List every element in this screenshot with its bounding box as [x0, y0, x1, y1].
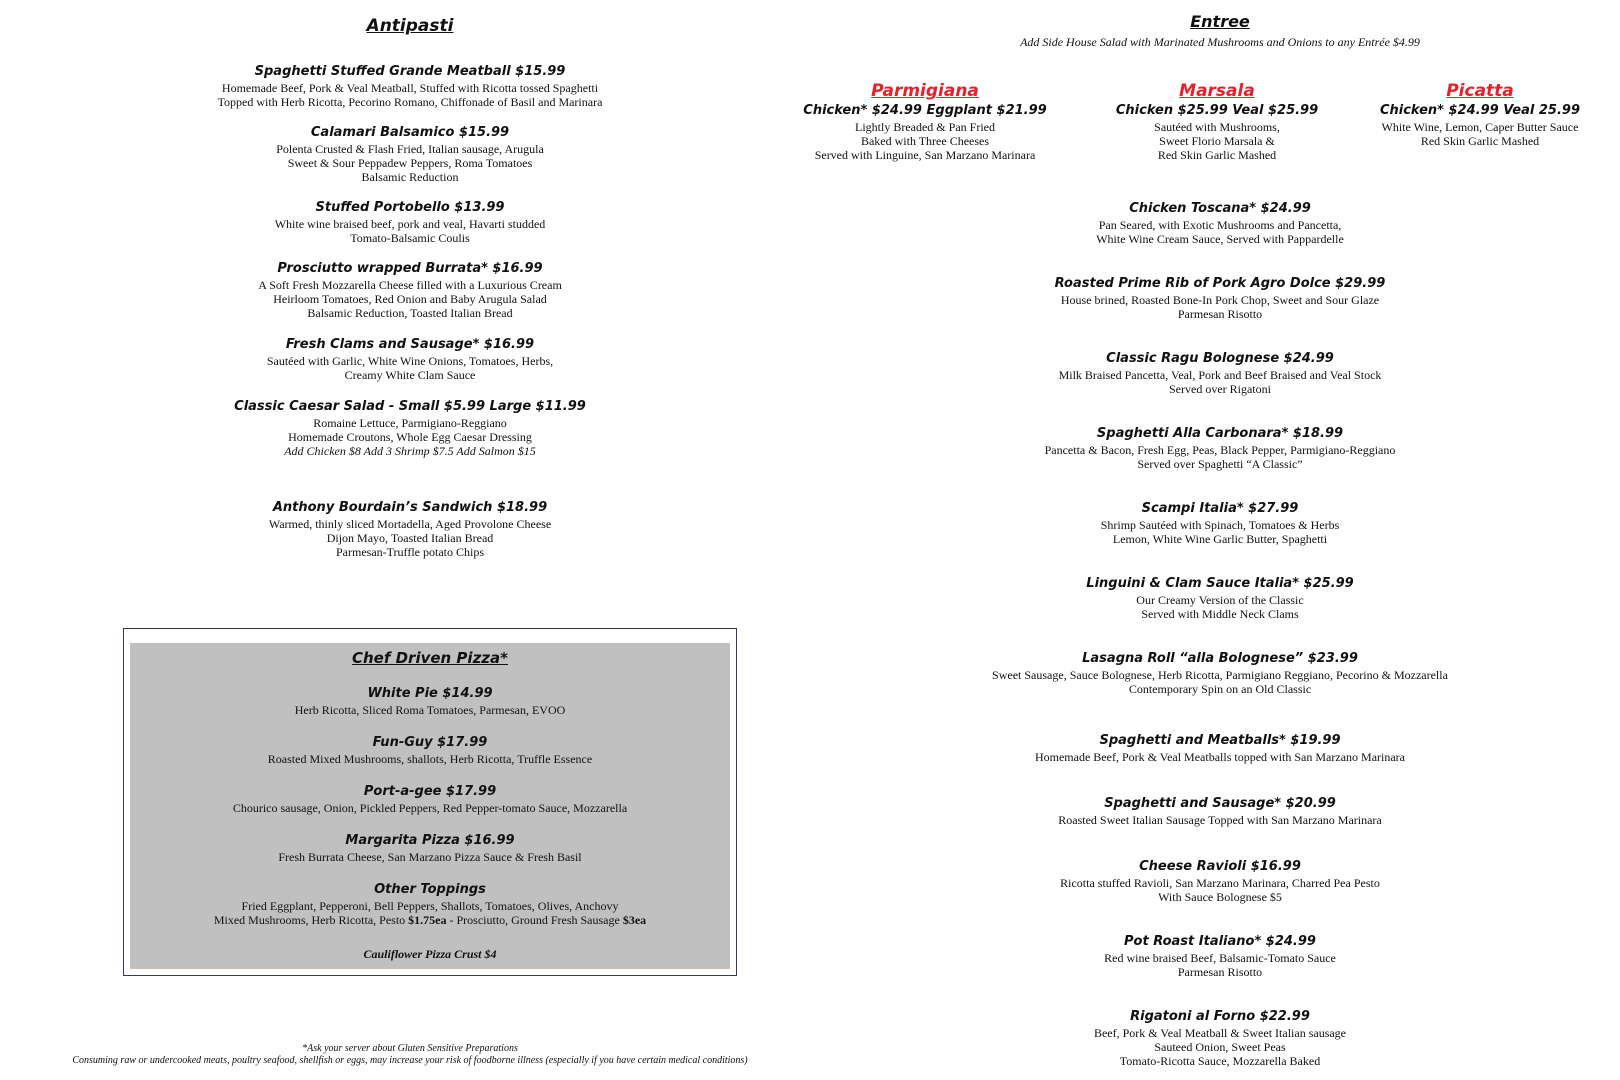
item-desc: House brined, Roasted Bone-In Pork Chop, Sweet and Sour Glaze [1060, 293, 1380, 307]
item-name: Linguini & Clam Sauce Italia* $25.99 [1086, 576, 1354, 591]
menu-item [820, 795, 1620, 827]
style-desc: White Wine, Lemon, Caper Butter Sauce [1381, 120, 1579, 134]
menu-item [820, 933, 1620, 979]
menu-item [820, 350, 1620, 396]
item-desc: Dijon Mayo, Toasted Italian Bread [326, 531, 494, 545]
item-desc: Pan Seared, with Exotic Mushrooms and Pancetta, [1098, 218, 1342, 232]
toppings-text: - Prosciutto, Ground Fresh Sausage [446, 913, 623, 927]
toppings-block [130, 881, 730, 927]
item-name: Calamari Balsamico $15.99 [310, 125, 510, 140]
crust-text: Cauliflower Pizza Crust $4 [363, 947, 497, 961]
item-desc: Ricotta stuffed Ravioli, San Marzano Marinara, Charred Pea Pesto [1060, 876, 1380, 890]
menu-item [820, 650, 1620, 696]
item-desc: White Wine Cream Sauce, Served with Pappardelle [1096, 232, 1344, 246]
crust-note [130, 947, 730, 961]
antipasti-title: Antipasti [366, 16, 454, 36]
style-marsala [1092, 80, 1342, 162]
item-desc: Shrimp Sautéed with Spinach, Tomatoes & Herbs [1100, 518, 1340, 532]
style-desc: Red Skin Garlic Mashed [1420, 134, 1540, 148]
menu-item [130, 734, 730, 766]
menu-item [820, 425, 1620, 471]
item-desc: White wine braised beef, pork and veal, Havarti studded [274, 217, 546, 231]
menu-item [820, 200, 1620, 246]
style-head: Picatta [1446, 81, 1514, 101]
item-desc: Tomato-Ricotta Sauce, Mozzarella Baked [1119, 1054, 1321, 1068]
item-desc: Herb Ricotta, Sliced Roma Tomatoes, Parmesan, EVOO [294, 703, 566, 717]
menu-item [820, 1008, 1620, 1068]
item-desc: Pancetta & Bacon, Fresh Egg, Peas, Black Pepper, Parmigiano-Reggiano [1044, 443, 1396, 457]
item-desc: Heirloom Tomatoes, Red Onion and Baby Arugula Salad [273, 292, 547, 306]
menu-item [820, 858, 1620, 904]
item-name: White Pie $14.99 [367, 686, 493, 701]
item-desc: Sauteed Onion, Sweet Peas [1154, 1040, 1286, 1054]
item-name: Spaghetti and Meatballs* $19.99 [1099, 733, 1341, 748]
item-name: Lasagna Roll “alla Bolognese” $23.99 [1082, 651, 1358, 666]
style-desc: Baked with Three Cheeses [860, 134, 990, 148]
item-desc: Homemade Croutons, Whole Egg Caesar Dressing [288, 430, 532, 444]
item-desc: Polenta Crusted & Flash Fried, Italian sausage, Arugula [276, 142, 544, 156]
item-name: Fun-Guy $17.99 [372, 735, 488, 750]
menu-item [0, 398, 820, 458]
style-price: Chicken* $24.99 Veal 25.99 [1379, 103, 1581, 118]
menu-item [0, 499, 820, 559]
item-desc: Parmesan-Truffle potato Chips [336, 545, 484, 559]
toppings-price: $1.75ea [408, 913, 447, 927]
item-desc: Sweet Sausage, Sauce Bolognese, Herb Ricotta, Parmigiano Reggiano, Pecorino & Mozzarella [992, 668, 1448, 682]
antipasti-heading-wrap [0, 16, 820, 36]
style-desc: Sautéed with Mushrooms, [1154, 120, 1280, 134]
toppings-title: Other Toppings [374, 882, 486, 897]
pizza-panel [130, 643, 730, 969]
menu-item [0, 124, 820, 184]
menu-item [130, 832, 730, 864]
item-name: Roasted Prime Rib of Pork Agro Dolce $29.99 [1054, 276, 1386, 291]
item-name: Port-a-gee $17.99 [363, 784, 497, 799]
footnote-line: Consuming raw or undercooked meats, poultry seafood, shellfish or eggs, may increase your risk of foodborne illness (especially if you have certain medical conditions) [72, 1055, 748, 1066]
menu-item [820, 575, 1620, 621]
item-desc: A Soft Fresh Mozzarella Cheese filled with a Luxurious Cream [258, 278, 562, 292]
pizza-title: Chef Driven Pizza* [351, 649, 508, 667]
item-desc: Contemporary Spin on an Old Classic [1128, 682, 1312, 696]
item-desc: Warmed, thinly sliced Mortadella, Aged Provolone Cheese [268, 517, 552, 531]
item-desc: Beef, Pork & Veal Meatball & Sweet Italian sausage [1093, 1026, 1347, 1040]
menu-item [820, 500, 1620, 546]
menu-item [820, 732, 1620, 764]
item-name: Stuffed Portobello $13.99 [315, 200, 505, 215]
item-name: Classic Ragu Bolognese $24.99 [1106, 351, 1334, 366]
item-desc: Topped with Herb Ricotta, Pecorino Romano, Chiffonade of Basil and Marinara [217, 95, 603, 109]
toppings-line [130, 913, 730, 927]
item-name: Margarita Pizza $16.99 [345, 833, 515, 848]
item-desc: Fresh Burrata Cheese, San Marzano Pizza Sauce & Fresh Basil [278, 850, 582, 864]
menu-item [0, 336, 820, 382]
entree-subtitle: Add Side House Salad with Marinated Mushrooms and Onions to any Entrée $4.99 [1020, 35, 1420, 49]
item-name: Cheese Ravioli $16.99 [1139, 859, 1301, 874]
item-name: Spaghetti Alla Carbonara* $18.99 [1096, 426, 1344, 441]
item-desc: Served with Middle Neck Clams [1141, 607, 1299, 621]
style-desc: Red Skin Garlic Mashed [1157, 148, 1277, 162]
style-head: Marsala [1179, 81, 1255, 101]
style-desc: Sweet Florio Marsala & [1159, 134, 1275, 148]
toppings-line: Fried Eggplant, Pepperoni, Bell Peppers, Shallots, Tomatoes, Olives, Anchovy [241, 899, 619, 913]
item-desc: Tomato-Balsamic Coulis [350, 231, 470, 245]
menu-item [130, 685, 730, 717]
item-desc: Roasted Sweet Italian Sausage Topped with San Marzano Marinara [1058, 813, 1382, 827]
item-desc: Parmesan Risotto [1177, 307, 1263, 321]
item-name: Pot Roast Italiano* $24.99 [1124, 934, 1316, 949]
item-name: Classic Caesar Salad - Small $5.99 Large $11.99 [234, 399, 586, 414]
style-price: Chicken $25.99 Veal $25.99 [1115, 103, 1319, 118]
menu-item [820, 275, 1620, 321]
item-desc: Romaine Lettuce, Parmigiano-Reggiano [313, 416, 507, 430]
item-name: Prosciutto wrapped Burrata* $16.99 [277, 261, 543, 276]
style-head: Parmigiana [871, 81, 979, 101]
menu-item [0, 260, 820, 320]
entree-title: Entree [1190, 12, 1250, 31]
item-addon: Add Chicken $8 Add 3 Shrimp $7.5 Add Salmon $15 [284, 444, 536, 458]
item-name: Spaghetti Stuffed Grande Meatball $15.99 [254, 64, 566, 79]
item-name: Spaghetti and Sausage* $20.99 [1104, 796, 1336, 811]
item-desc: Served over Rigatoni [1169, 382, 1271, 396]
item-desc: Milk Braised Pancetta, Veal, Pork and Beef Braised and Veal Stock [1058, 368, 1382, 382]
footnote-line: *Ask your server about Gluten Sensitive Preparations [302, 1043, 518, 1054]
item-name: Scampi Italia* $27.99 [1141, 501, 1299, 516]
item-desc: Lemon, White Wine Garlic Butter, Spaghetti [1112, 532, 1328, 546]
footnote [0, 1043, 820, 1067]
item-desc: Sautéed with Garlic, White Wine Onions, Tomatoes, Herbs, [266, 354, 554, 368]
style-desc: Lightly Breaded & Pan Fried [855, 120, 995, 134]
item-name: Chicken Toscana* $24.99 [1129, 201, 1311, 216]
item-name: Anthony Bourdain’s Sandwich $18.99 [272, 500, 548, 515]
style-price: Chicken* $24.99 Eggplant $21.99 [803, 103, 1047, 118]
item-desc: Roasted Mixed Mushrooms, shallots, Herb Ricotta, Truffle Essence [267, 752, 593, 766]
menu-item [0, 63, 820, 109]
item-name: Rigatoni al Forno $22.99 [1130, 1009, 1310, 1024]
item-desc: Balsamic Reduction [361, 170, 459, 184]
style-picatta [1355, 80, 1605, 148]
item-desc: Creamy White Clam Sauce [344, 368, 476, 382]
item-desc: Parmesan Risotto [1177, 965, 1263, 979]
item-desc: Homemade Beef, Pork & Veal Meatball, Stuffed with Ricotta tossed Spaghetti [221, 81, 599, 95]
item-desc: Homemade Beef, Pork & Veal Meatballs topped with San Marzano Marinara [1034, 750, 1405, 764]
menu-item [130, 783, 730, 815]
item-desc: With Sauce Bolognese $5 [1158, 890, 1282, 904]
pizza-box [123, 628, 737, 976]
menu-item [0, 199, 820, 245]
item-desc: Our Creamy Version of the Classic [1136, 593, 1304, 607]
entree-heading-wrap [820, 12, 1620, 49]
item-desc: Sweet & Sour Peppadew Peppers, Roma Tomatoes [287, 156, 533, 170]
item-name: Fresh Clams and Sausage* $16.99 [285, 337, 535, 352]
item-desc: Red wine braised Beef, Balsamic-Tomato Sauce [1104, 951, 1336, 965]
item-desc: Served over Spaghetti “A Classic” [1137, 457, 1303, 471]
style-parmigiana [800, 80, 1050, 162]
toppings-price: $3ea [622, 913, 647, 927]
item-desc: Balsamic Reduction, Toasted Italian Bread [307, 306, 513, 320]
style-desc: Served with Linguine, San Marzano Marinara [814, 148, 1036, 162]
pizza-heading-wrap [130, 645, 730, 667]
item-desc: Chourico sausage, Onion, Pickled Peppers, Red Pepper-tomato Sauce, Mozzarella [232, 801, 628, 815]
toppings-text: Mixed Mushrooms, Herb Ricotta, Pesto [213, 913, 409, 927]
